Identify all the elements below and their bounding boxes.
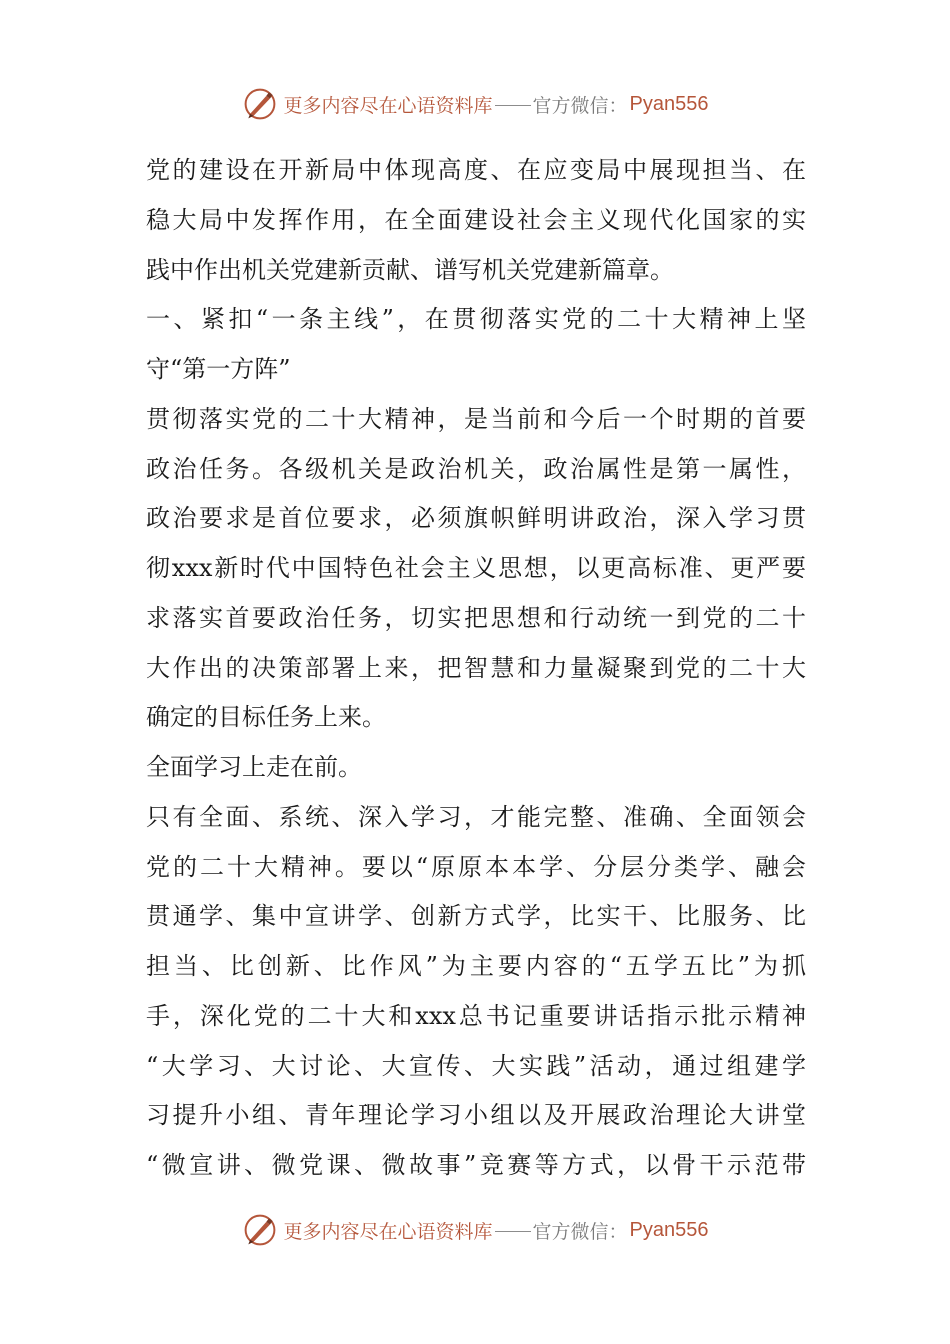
body-text-line: 稳大局中发挥作用，在全面建设社会主义现代化国家的实 <box>146 205 806 234</box>
body-text-line: 全面学习上走在前。 <box>146 753 362 781</box>
body-text-line: 党的二十大精神。要以“原原本本学、分层分类学、融会 <box>146 852 806 881</box>
body-text-line: 确定的目标任务上来。 <box>146 703 386 732</box>
footer-wechat-label: 官方微信： <box>532 1220 628 1243</box>
header-separator-dash <box>495 105 531 106</box>
body-text-line: “大学习、大讨论、大宣传、大实践”活动，通过组建学 <box>146 1051 806 1080</box>
body-text-line: 践中作出机关党建新贡献、谱写机关党建新篇章。 <box>146 255 674 284</box>
body-text-line: 贯彻落实党的二十大精神，是当前和今后一个时期的首要 <box>146 404 806 433</box>
body-text-line: 一、紧扣“一条主线”，在贯彻落实党的二十大精神上坚 <box>146 305 806 334</box>
footer-brand-text: 更多内容尽在心语资料库 <box>283 1220 493 1243</box>
body-text-line: 手，深化党的二十大和xxx总书记重要讲话指示批示精神 <box>146 1001 806 1030</box>
header-brand-text: 更多内容尽在心语资料库 <box>283 94 493 117</box>
body-text-line: 党的建设在开新局中体现高度、在应变局中展现担当、在 <box>146 156 806 184</box>
pen-in-circle-icon <box>242 1212 278 1248</box>
pen-in-circle-icon <box>242 86 278 122</box>
body-text-line: 习提升小组、青年理论学习小组以及开展政治理论大讲堂 <box>146 1101 806 1130</box>
header-wechat-id: Pyan556 <box>629 92 709 115</box>
body-text-line: 大作出的决策部署上来，把智慧和力量凝聚到党的二十大 <box>146 653 806 682</box>
body-text-line: 守“第一方阵” <box>146 355 291 383</box>
body-text-line: 彻xxx新时代中国特色社会主义思想，以更高标准、更严要 <box>146 554 806 582</box>
body-text-line: 贯通学、集中宣讲学、创新方式学，比实干、比服务、比 <box>146 902 806 931</box>
header-wechat-label: 官方微信： <box>532 94 628 117</box>
document-body <box>146 146 806 1191</box>
footer-separator-dash <box>495 1231 531 1232</box>
body-text-line: 政治任务。各级机关是政治机关，政治属性是第一属性， <box>146 454 806 483</box>
page-header-banner <box>0 82 950 126</box>
body-text-line: 政治要求是首位要求，必须旗帜鲜明讲政治，深入学习贯 <box>146 504 806 533</box>
page-footer-banner <box>0 1208 950 1252</box>
body-text-line: 只有全面、系统、深入学习，才能完整、准确、全面领会 <box>146 802 806 831</box>
footer-wechat-id: Pyan556 <box>629 1218 709 1241</box>
body-text-line: 求落实首要政治任务，切实把思想和行动统一到党的二十 <box>146 603 806 632</box>
body-text-line: 担当、比创新、比作风”为主要内容的“五学五比”为抓 <box>146 952 806 980</box>
body-text-line: “微宣讲、微党课、微故事”竞赛等方式，以骨干示范带 <box>146 1151 806 1179</box>
